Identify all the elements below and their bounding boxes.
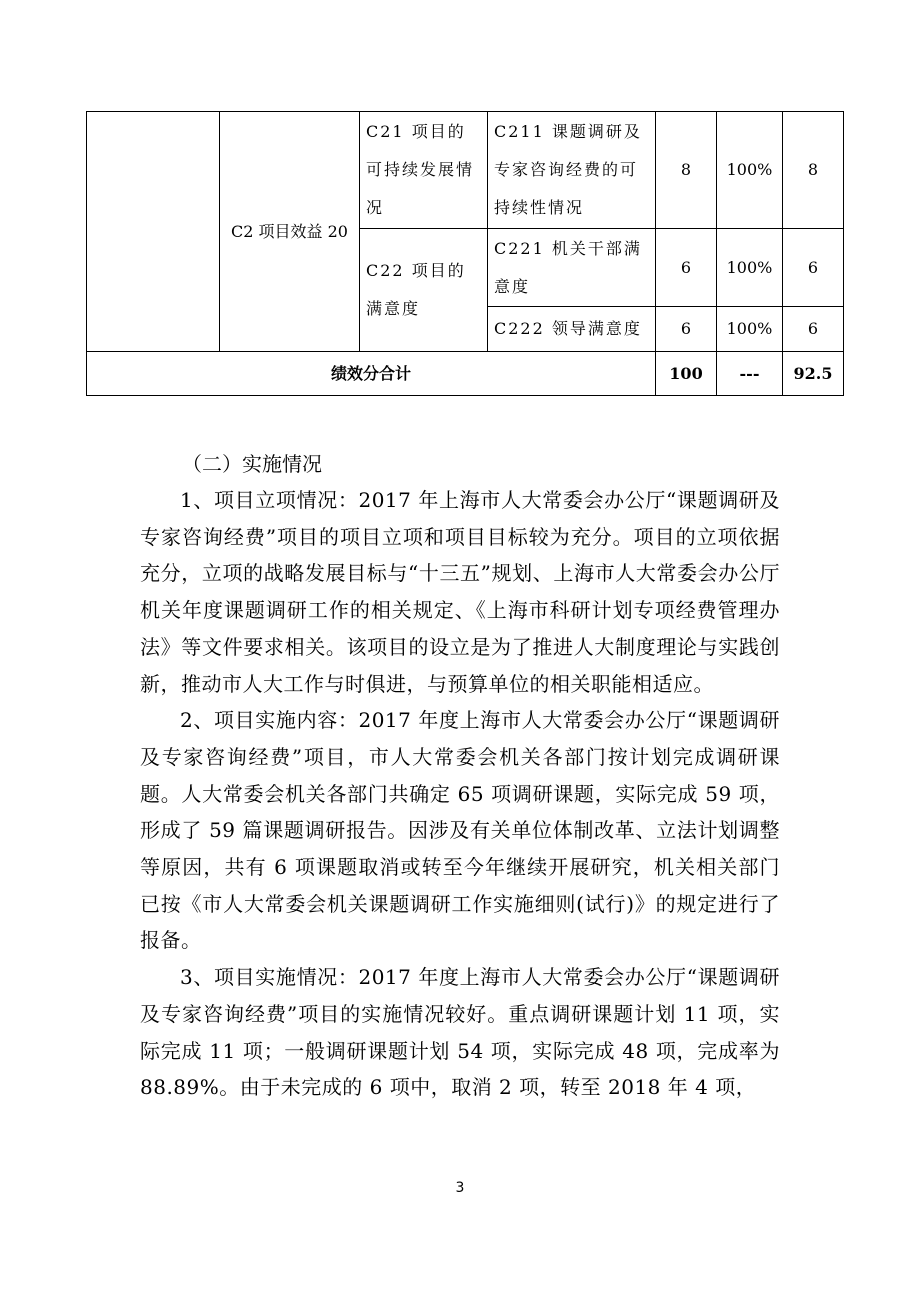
paragraph: 3、项目实施情况：2017 年度上海市人大常委会办公厅“课题调研及专家咨询经费”项目的实施情况较好。重点调研课题计划 11 项，实际完成 11 项；一般调研课题计划 54 项，实际完成 48 项，完成率为 88.89%。由于未完成的 6 项中，取消 2 项，转至 2018 年 4 项， [140, 965, 780, 1100]
indicator-cell: C22 项目的满意度 [360, 229, 488, 352]
score-cell: 8 [783, 112, 844, 229]
total-weight-cell: 100 [656, 352, 717, 396]
weight-cell: 8 [656, 112, 717, 229]
page-number: 3 [455, 1180, 465, 1196]
sub-indicator-cell: C222 领导满意度 [488, 307, 656, 352]
sub-indicator-cell: C221 机关干部满意度 [488, 229, 656, 307]
weight-cell: 6 [656, 229, 717, 307]
table-cell-empty [87, 112, 220, 352]
score-cell: 6 [783, 229, 844, 307]
table-row [87, 112, 844, 229]
total-score-cell: 92.5 [783, 352, 844, 396]
paragraph: 1、项目立项情况：2017 年上海市人大常委会办公厅“课题调研及专家咨询经费”项目的项目立项和项目目标较为充分。项目的立项依据充分，立项的战略发展目标与“十三五”规划、上海市人大常委会办公厅机关年度课题调研工作的相关规定、《上海市科研计划专项经费管理办法》等文件要求相关。该项目的设立是为了推进人大制度理论与实践创新，推动市人大工作与时俱进，与预算单位的相关职能相适应。 [140, 488, 780, 696]
weight-cell: 6 [656, 307, 717, 352]
sub-indicator-cell: C211 课题调研及专家咨询经费的可持续性情况 [488, 112, 656, 229]
body-text [140, 482, 780, 1106]
section-heading: （二）实施情况 [182, 452, 322, 476]
paragraph: 2、项目实施内容：2017 年度上海市人大常委会办公厅“课题调研及专家咨询经费”项目，市人大常委会机关各部门按计划完成调研课题。人大常委会机关各部门共确定 65 项调研课题，实际完成 59 项，形成了 59 篇课题调研报告。因涉及有关单位体制改革、立法计划调整等原因，共有 6 项课题取消或转至今年继续开展研究，机关相关部门已按《市人大常委会机关课题调研工作实施细则(试行)》的规定进行了报备。 [140, 708, 780, 953]
total-score-rate-cell: --- [717, 352, 783, 396]
score-rate-cell: 100% [717, 229, 783, 307]
indicator-cell: C21 项目的可持续发展情况 [360, 112, 488, 229]
performance-table [86, 111, 844, 396]
c2-category-cell: C2 项目效益 20 [220, 112, 360, 352]
score-rate-cell: 100% [717, 307, 783, 352]
score-rate-cell: 100% [717, 112, 783, 229]
total-label-cell: 绩效分合计 [87, 352, 656, 396]
total-row [87, 352, 844, 396]
score-cell: 6 [783, 307, 844, 352]
